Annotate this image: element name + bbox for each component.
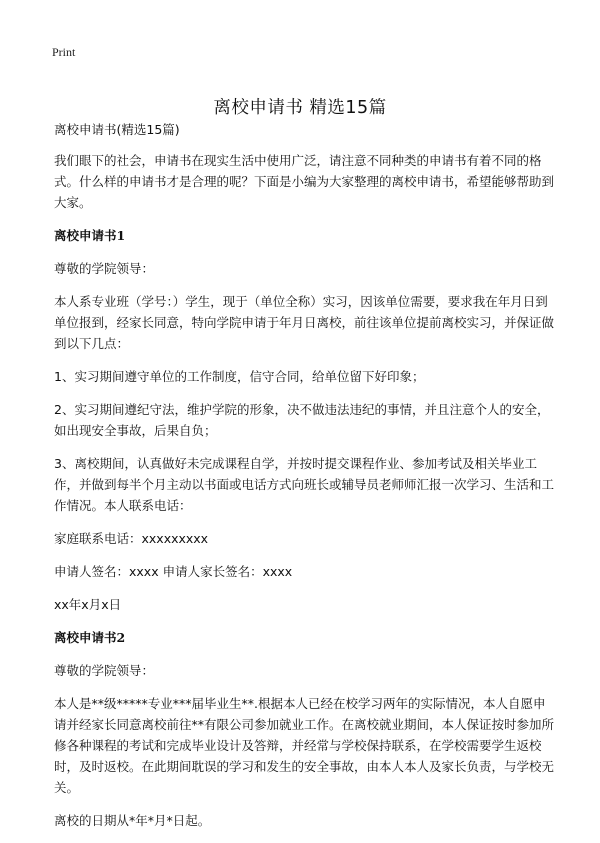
intro-paragraph: 我们眼下的社会，申请书在现实生活中使用广泛，请注意不同种类的申请书有着不同的格式。什么样的申请书才是合理的呢？下面是小编为大家整理的离校申请书，希望能够帮助到大家。 xyxy=(54,153,555,210)
date-line: xx年x月x日 xyxy=(54,597,122,612)
signature-line: 申请人签名：xxxx 申请人家长签名：xxxx xyxy=(54,564,293,579)
document-subtitle: 离校申请书(精选15篇) xyxy=(54,122,180,137)
page-title: 离校申请书 精选15篇 xyxy=(213,97,387,118)
print-link[interactable]: Print xyxy=(52,45,76,59)
section-heading-1: 离校申请书1 xyxy=(54,228,126,243)
document-body xyxy=(54,119,554,843)
list-item-3: 3、离校期间，认真做好未完成课程自学，并按时提交课程作业、参加考试及相关毕业工作，并做到每半个月主动以书面或电话方式向班长或辅导员老师师汇报一次学习、生活和工作情况。本人联系电话： xyxy=(54,456,555,513)
list-item-2: 2、实习期间遵纪守法，维护学院的形象，决不做违法违纪的事情，并且注意个人的安全，如出现安全事故，后果自负； xyxy=(54,402,550,438)
list-item-1: 1、实习期间遵守单位的工作制度，信守合同，给单位留下好印象； xyxy=(54,369,425,384)
phone-line: 家庭联系电话：xxxxxxxxx xyxy=(54,531,209,546)
leave-date-line: 离校的日期从*年*月*日起。 xyxy=(54,813,211,828)
salutation-1: 尊敬的学院领导： xyxy=(54,261,155,276)
body-paragraph-1: 本人系专业班（学号：）学生，现于（单位全称）实习，因该单位需要，要求我在年月日到单位报到，经家长同意，特向学院申请于年月日离校，前往该单位提前离校实习，并保证做到以下几点： xyxy=(54,294,555,351)
section-heading-2: 离校申请书2 xyxy=(54,630,126,645)
body-paragraph-2: 本人是**级*****专业***届毕业生**.根据本人已经在校学习两年的实际情况，本人自愿申请并经家长同意离校前往**有限公司参加就业工作。在离校就业期间，本人保证按时参加所修各种课程的考试和完成毕业设计及答辩，并经常与学校保持联系，在学校需要学生返校时，及时返校。在此期间耽误的学习和发生的安全事故，由本人本人及家长负责，与学校无关。 xyxy=(54,696,555,795)
salutation-2: 尊敬的学院领导： xyxy=(54,663,155,678)
